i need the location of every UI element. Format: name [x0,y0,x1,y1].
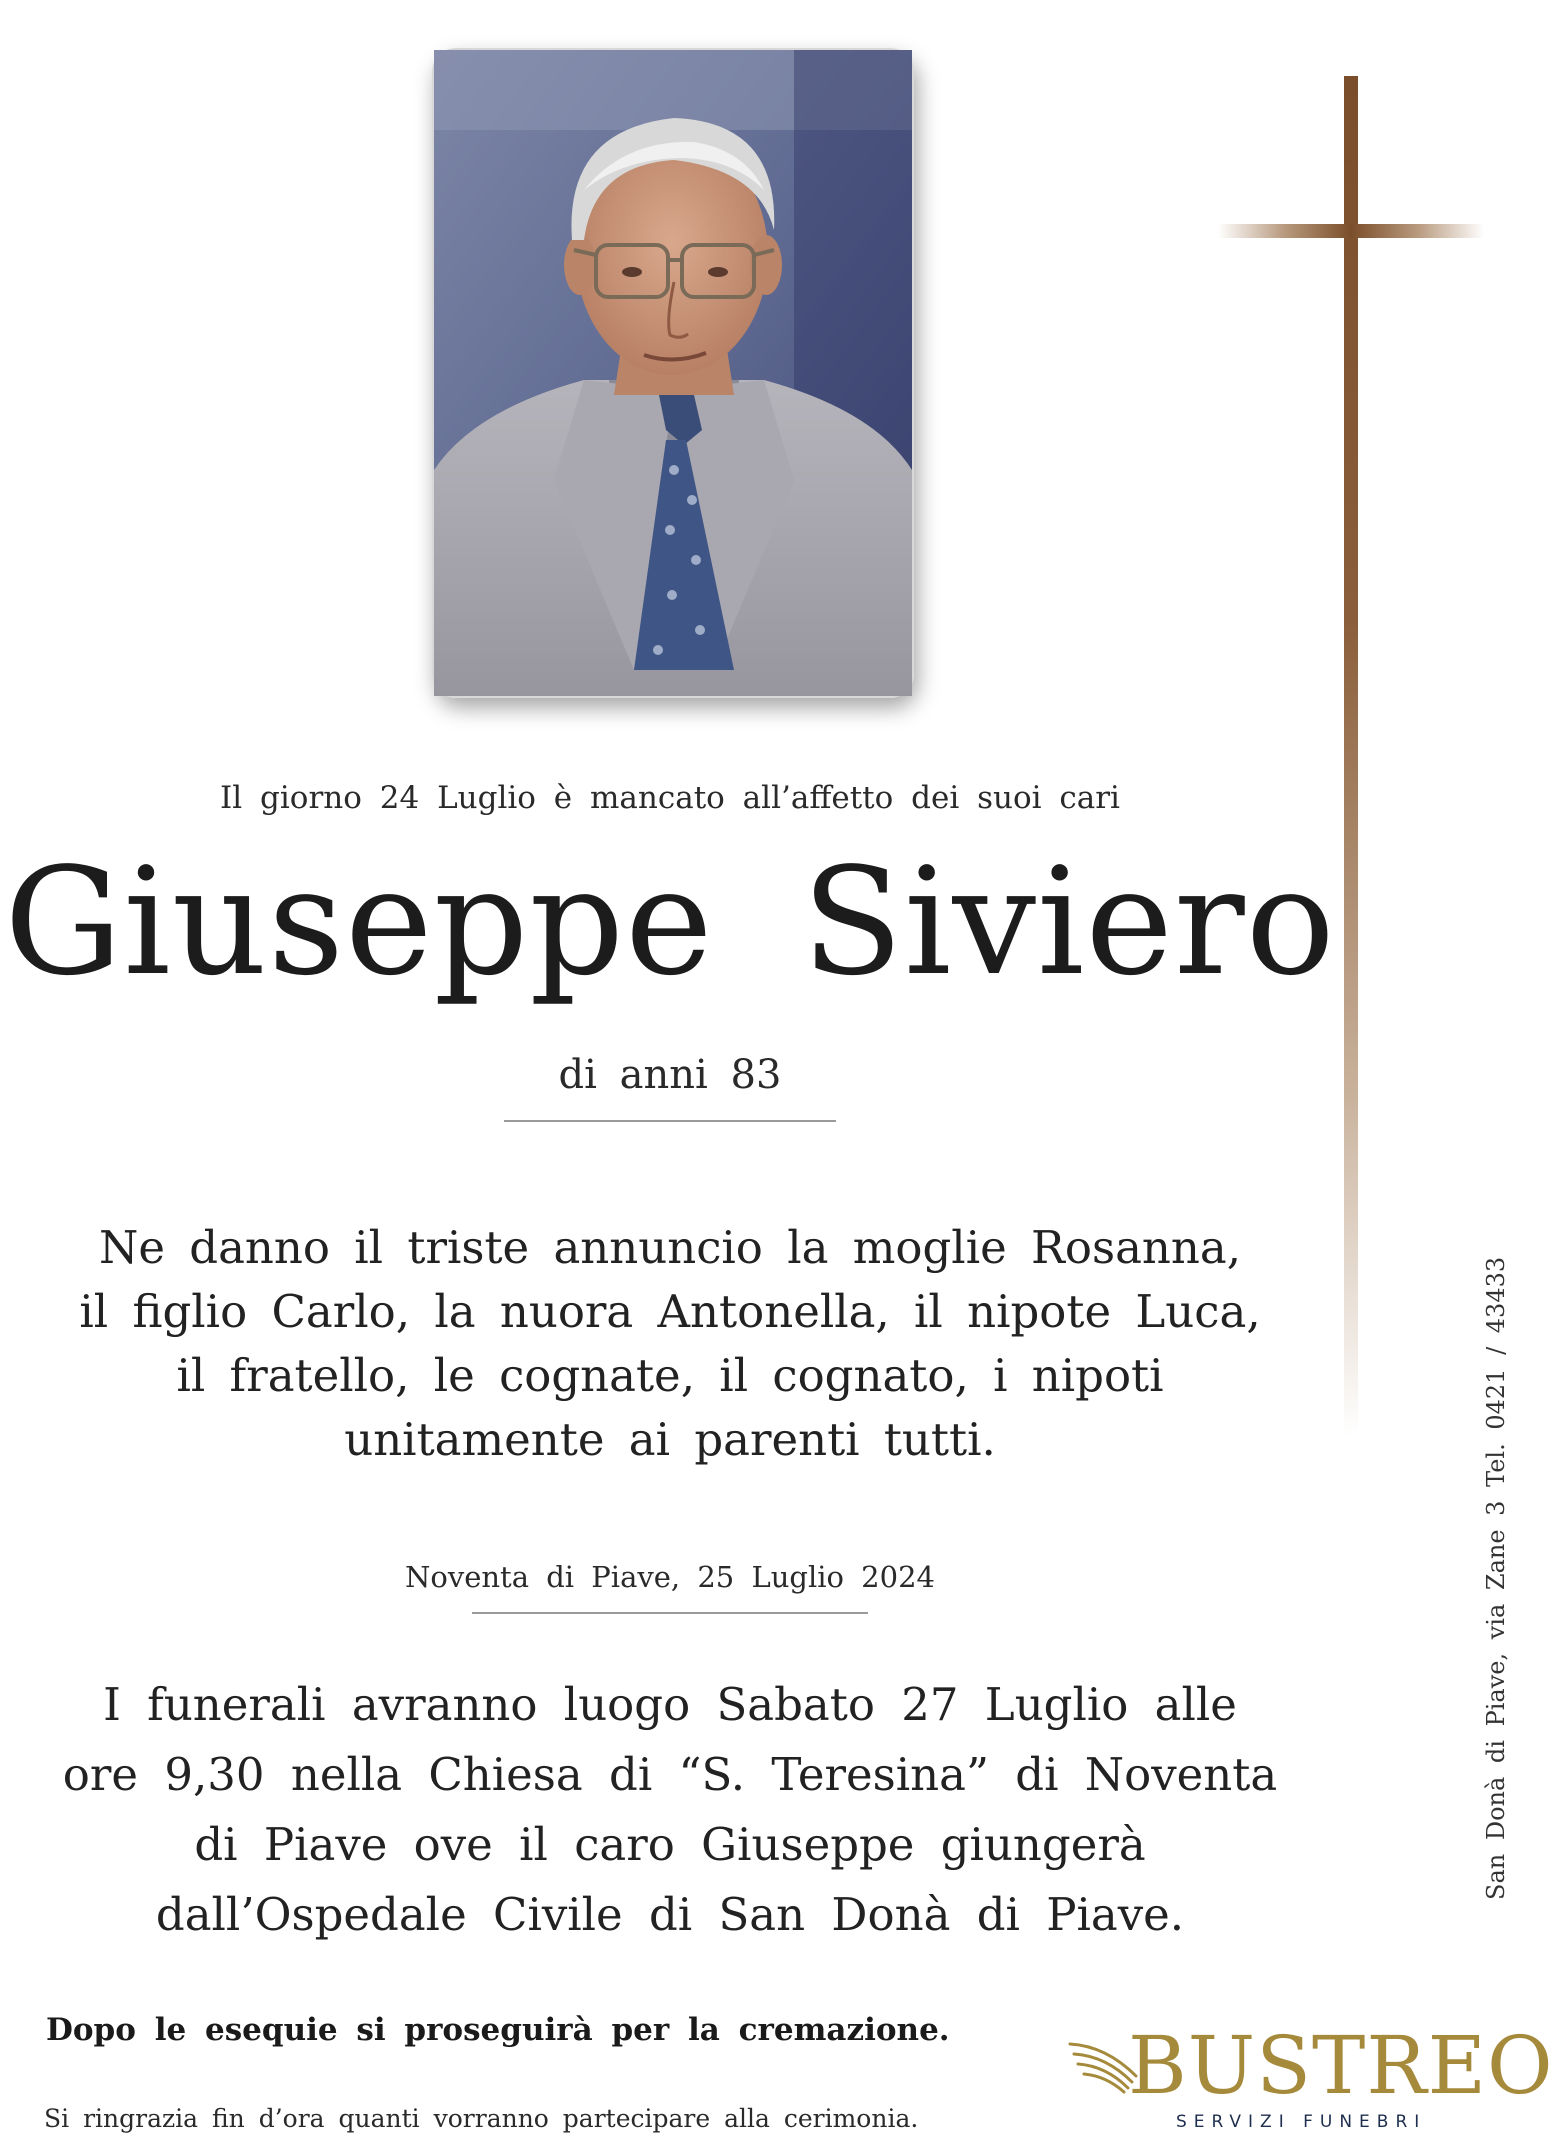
announcement-line: unitamente ai parenti tutti. [344,1413,996,1466]
agency-address: San Donà di Piave, via Zane 3 Tel. 0421 / 43433 [1482,1256,1510,1900]
announcement-text [0,1216,1340,1472]
funeral-line: ore 9,30 nella Chiesa di “S. Teresina” di Noventa [62,1748,1278,1801]
thanks-note: Si ringrazia fin d’ora quanti vorranno partecipare alla cerimonia. [44,2104,919,2133]
funeral-line: dall’Ospedale Civile di San Donà di Piave. [155,1888,1185,1941]
place-date: Noventa di Piave, 25 Luglio 2024 [405,1560,935,1594]
funeral-line: I funerali avranno luogo Sabato 27 Luglio alle [103,1678,1237,1731]
deceased-name: Giuseppe Siviero [4,836,1336,1008]
divider [504,1120,836,1122]
age-text: di anni 83 [558,1052,782,1098]
intro-text: Il giorno 24 Luglio è mancato all’affetto dei suoi cari [220,780,1120,816]
cross-horizontal-beam [1218,224,1484,238]
announcement-line: Ne danno il triste annuncio la moglie Rosanna, [98,1221,1242,1274]
divider [472,1612,868,1614]
deceased-portrait [432,48,914,698]
cremation-note: Dopo le esequie si proseguirà per la cremazione. [46,2012,950,2048]
announcement-line: il figlio Carlo, la nuora Antonella, il nipote Luca, [79,1285,1261,1338]
announcement-line: il fratello, le cognate, il cognato, i nipoti [176,1349,1164,1402]
logo-subtitle: SERVIZI FUNEBRI [1176,2112,1427,2132]
agency-logo [1066,2019,1554,2136]
cross-vertical-beam [1344,76,1358,1436]
funeral-details [0,1670,1340,1950]
funeral-line: di Piave ove il caro Giuseppe giungerà [194,1818,1146,1871]
logo-wordmark: BUSTREO [1128,2019,1554,2112]
